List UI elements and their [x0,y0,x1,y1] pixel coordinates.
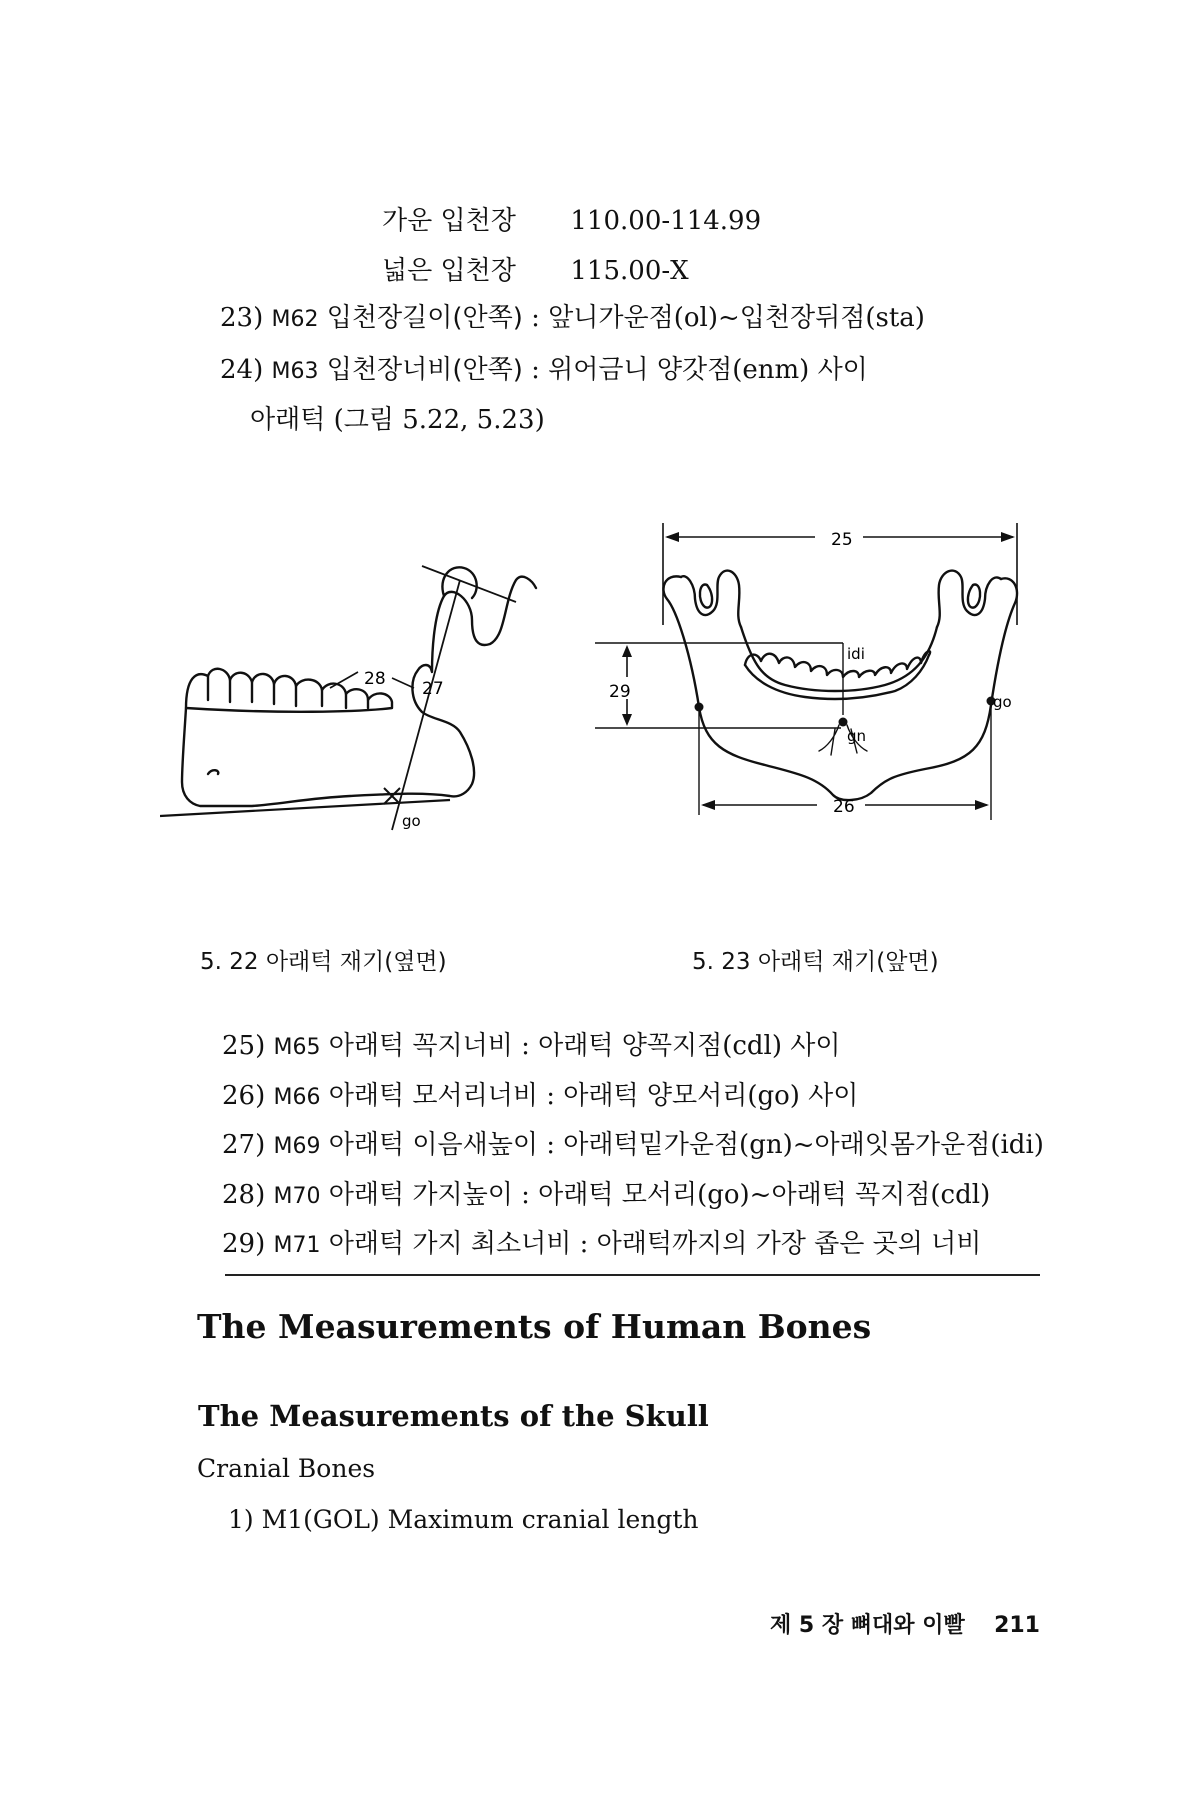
item-25-desc: 아래턱 양꼭지점(cdl) 사이 [538,1031,841,1061]
mandible-front-outline [663,576,1017,800]
figure-side-view [160,560,560,860]
english-subheading: The Measurements of the Skull [198,1399,709,1433]
gonion-cross [384,788,400,804]
item-27-desc: 아래턱밑가운점(gn)~아래잇몸가운점(idi) [563,1130,1044,1160]
item-29-num: 29) [222,1229,266,1259]
item-27-name: 아래턱 이음새높이 [328,1130,538,1160]
front-gn-label: gn [847,727,867,745]
mental-foramen [208,770,218,774]
english-category: Cranial Bones [197,1454,376,1483]
item-26-desc: 아래턱 양모서리(go) 사이 [563,1081,859,1111]
item-28-desc: 아래턱 모서리(go)~아래턱 꼭지점(cdl) [538,1180,991,1210]
item-28 [222,1179,990,1213]
item-23-name: 입천장길이(안쪽) [326,303,523,333]
item-27 [222,1129,1044,1163]
front-gn-point [839,718,848,727]
figure-front-view [595,515,1025,905]
item-26-sep: : [546,1081,555,1111]
item-25-num: 25) [222,1031,266,1061]
item-24 [220,354,868,388]
item-29-sep: : [579,1229,589,1259]
item-23-desc: 앞니가운점(ol)~입천장뒤점(sta) [548,303,925,333]
m26-label: 26 [833,797,855,817]
m29-label: 29 [609,682,631,702]
palate-wide-row [382,255,689,287]
item-29-code: M71 [273,1233,321,1258]
item-29 [222,1228,981,1262]
page-number: 211 [994,1613,1040,1638]
m25-label: 25 [831,530,853,550]
item-28-sep: : [521,1180,530,1210]
front-idi-label: idi [847,645,865,663]
item-28-name: 아래턱 가지높이 [328,1180,513,1210]
m28-label: 28 [364,669,386,689]
item-29-name: 아래턱 가지 최소너비 [328,1229,572,1259]
palate-medium-range: 110.00-114.99 [570,206,762,236]
mandible-side-outline [182,577,536,806]
front-go-label: go [993,693,1012,711]
item-27-num: 27) [222,1130,266,1160]
english-item-1: 1) M1(GOL) Maximum cranial length [228,1505,699,1534]
item-26-code: M66 [273,1085,321,1110]
item-29-desc: 아래턱까지의 가장 좁은 곳의 너비 [596,1229,982,1259]
figure-front-caption: 5. 23 아래턱 재기(앞면) [692,949,939,975]
palate-medium-label: 가운 입천장 [382,206,516,236]
page-footer [770,1608,1040,1639]
side-go-label: go [402,812,421,830]
item-25 [222,1030,841,1064]
item-23-code: M62 [271,307,319,332]
english-heading: The Measurements of Human Bones [197,1307,872,1346]
item-25-name: 아래턱 꼭지너비 [328,1031,513,1061]
item-26-num: 26) [222,1081,266,1111]
item-24-num: 24) [220,355,264,385]
mandible-front-svg [595,515,1025,905]
item-25-sep: : [521,1031,530,1061]
item-27-sep: : [546,1130,555,1160]
item-26-name: 아래턱 모서리너비 [328,1081,538,1111]
item-23-num: 23) [220,303,264,333]
figure-side-caption: 5. 22 아래턱 재기(옆면) [200,949,447,975]
section-divider [225,1274,1040,1276]
item-24-name: 입천장너비(안쪽) [326,355,523,385]
item-24-sep: : [531,355,540,385]
m27-label: 27 [422,679,444,699]
item-23-sep: : [531,303,540,333]
mandible-side-svg [160,560,560,860]
item-25-code: M65 [273,1035,321,1060]
mandible-side-teeth [186,669,392,712]
palate-wide-range: 115.00-X [570,256,689,286]
front-go-left-point [695,703,704,712]
item-27-code: M69 [273,1134,321,1159]
footer-chapter: 제 5 장 뼈대와 이빨 [770,1613,965,1638]
m28-leader [330,672,358,688]
item-26 [222,1080,858,1114]
item-23 [220,302,925,336]
item-24-desc: 위어금니 양갓점(enm) 사이 [548,355,868,385]
item-28-code: M70 [273,1184,321,1209]
mandible-front-teeth [745,655,929,699]
palate-wide-label: 넓은 입천장 [382,256,516,286]
item-28-num: 28) [222,1180,266,1210]
ramus-tangent-line [392,580,460,830]
item-24-code: M63 [271,359,319,384]
section-title: 아래턱 (그림 5.22, 5.23) [250,405,545,435]
palate-medium-row [382,205,761,237]
